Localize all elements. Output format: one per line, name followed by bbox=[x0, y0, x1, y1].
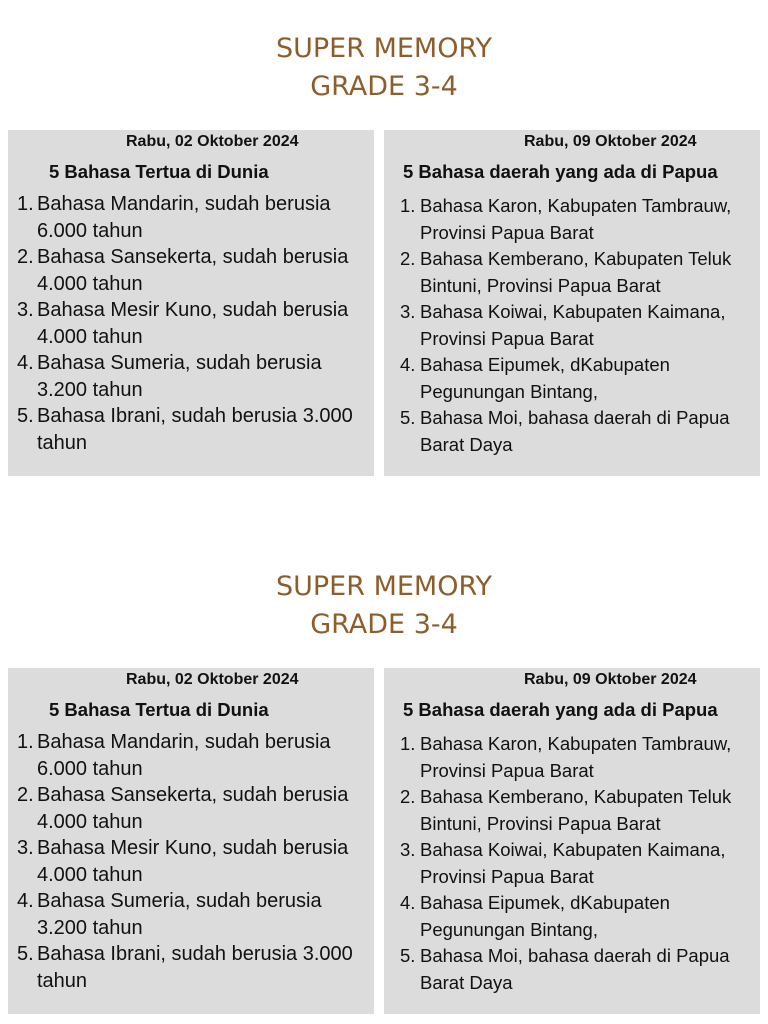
item-number: 4. bbox=[17, 890, 34, 912]
item-text: Bahasa Moi, bahasa daerah di Papua Barat Daya bbox=[420, 407, 730, 455]
item-number: 2. bbox=[17, 246, 34, 268]
title-line-1: SUPER MEMORY bbox=[275, 571, 492, 602]
item-number: 4. bbox=[400, 892, 416, 913]
item-text: Bahasa Sumeria, sudah berusia 3.200 tahun bbox=[37, 890, 322, 939]
card-heading: 5 Bahasa daerah yang ada di Papua bbox=[403, 699, 718, 720]
title-line-2: GRADE 3-4 bbox=[310, 609, 458, 640]
item-number: 3. bbox=[400, 839, 416, 860]
item-text: Bahasa Karon, Kabupaten Tambrauw, Provinsi Papua Barat bbox=[420, 733, 732, 781]
item-text: Bahasa Kemberano, Kabupaten Teluk Bintuni, Provinsi Papua Barat bbox=[420, 786, 732, 834]
item-text: Bahasa Mesir Kuno, sudah berusia 4.000 tahun bbox=[37, 299, 349, 348]
item-text: Bahasa Koiwai, Kabupaten Kaimana, Provinsi Papua Barat bbox=[420, 839, 726, 887]
list-item bbox=[400, 784, 758, 837]
language-list bbox=[400, 193, 758, 458]
list-item bbox=[400, 731, 758, 784]
item-text: Bahasa Mesir Kuno, sudah berusia 4.000 tahun bbox=[37, 837, 349, 886]
papua-languages-card bbox=[384, 130, 760, 476]
title-line-2: GRADE 3-4 bbox=[310, 71, 458, 102]
list-item bbox=[16, 729, 372, 782]
item-number: 5. bbox=[400, 945, 416, 966]
card-date: Rabu, 09 Oktober 2024 bbox=[524, 671, 697, 688]
item-number: 1. bbox=[400, 195, 416, 216]
list-item bbox=[400, 352, 758, 405]
oldest-languages-card bbox=[8, 668, 374, 1014]
list-item bbox=[400, 837, 758, 890]
item-text: Bahasa Sansekerta, sudah berusia 4.000 tahun bbox=[37, 246, 349, 295]
item-number: 5. bbox=[17, 405, 34, 427]
list-item bbox=[400, 943, 758, 996]
item-text: Bahasa Sansekerta, sudah berusia 4.000 tahun bbox=[37, 784, 349, 833]
item-text: Bahasa Mandarin, sudah berusia 6.000 tahun bbox=[37, 731, 331, 780]
language-list bbox=[16, 191, 372, 456]
oldest-languages-card bbox=[8, 130, 374, 476]
item-text: Bahasa Eipumek, dKabupaten Pegunungan Bintang, bbox=[420, 892, 670, 940]
item-text: Bahasa Karon, Kabupaten Tambrauw, Provinsi Papua Barat bbox=[420, 195, 732, 243]
list-item bbox=[400, 193, 758, 246]
item-text: Bahasa Eipumek, dKabupaten Pegunungan Bintang, bbox=[420, 354, 670, 402]
item-number: 2. bbox=[17, 784, 34, 806]
item-number: 2. bbox=[400, 248, 416, 269]
item-text: Bahasa Ibrani, sudah berusia 3.000 tahun bbox=[37, 943, 353, 992]
list-item bbox=[400, 890, 758, 943]
list-item bbox=[400, 405, 758, 458]
language-list bbox=[16, 729, 372, 994]
item-number: 4. bbox=[400, 354, 416, 375]
card-date: Rabu, 09 Oktober 2024 bbox=[524, 133, 697, 150]
list-item bbox=[16, 941, 372, 994]
list-item bbox=[16, 782, 372, 835]
item-number: 3. bbox=[17, 299, 34, 321]
list-item bbox=[16, 888, 372, 941]
page-title bbox=[0, 568, 768, 644]
card-date: Rabu, 02 Oktober 2024 bbox=[126, 133, 299, 150]
item-number: 5. bbox=[17, 943, 34, 965]
item-text: Bahasa Moi, bahasa daerah di Papua Barat Daya bbox=[420, 945, 730, 993]
card-heading: 5 Bahasa daerah yang ada di Papua bbox=[403, 161, 718, 182]
papua-languages-card bbox=[384, 668, 760, 1014]
item-number: 1. bbox=[400, 733, 416, 754]
title-line-1: SUPER MEMORY bbox=[275, 33, 492, 64]
list-item bbox=[16, 297, 372, 350]
language-list bbox=[400, 731, 758, 996]
list-item bbox=[16, 835, 372, 888]
item-text: Bahasa Koiwai, Kabupaten Kaimana, Provinsi Papua Barat bbox=[420, 301, 726, 349]
card-heading: 5 Bahasa Tertua di Dunia bbox=[49, 161, 269, 182]
card-heading: 5 Bahasa Tertua di Dunia bbox=[49, 699, 269, 720]
item-number: 1. bbox=[17, 731, 34, 753]
item-number: 2. bbox=[400, 786, 416, 807]
card-date: Rabu, 02 Oktober 2024 bbox=[126, 671, 299, 688]
list-item bbox=[16, 403, 372, 456]
list-item bbox=[16, 350, 372, 403]
item-number: 5. bbox=[400, 407, 416, 428]
list-item bbox=[400, 299, 758, 352]
item-text: Bahasa Kemberano, Kabupaten Teluk Bintuni, Provinsi Papua Barat bbox=[420, 248, 732, 296]
item-number: 3. bbox=[17, 837, 34, 859]
item-text: Bahasa Ibrani, sudah berusia 3.000 tahun bbox=[37, 405, 353, 454]
list-item bbox=[16, 191, 372, 244]
list-item bbox=[400, 246, 758, 299]
item-number: 3. bbox=[400, 301, 416, 322]
page-title bbox=[0, 30, 768, 106]
item-number: 1. bbox=[17, 193, 34, 215]
item-text: Bahasa Sumeria, sudah berusia 3.200 tahun bbox=[37, 352, 322, 401]
item-text: Bahasa Mandarin, sudah berusia 6.000 tahun bbox=[37, 193, 331, 242]
list-item bbox=[16, 244, 372, 297]
item-number: 4. bbox=[17, 352, 34, 374]
